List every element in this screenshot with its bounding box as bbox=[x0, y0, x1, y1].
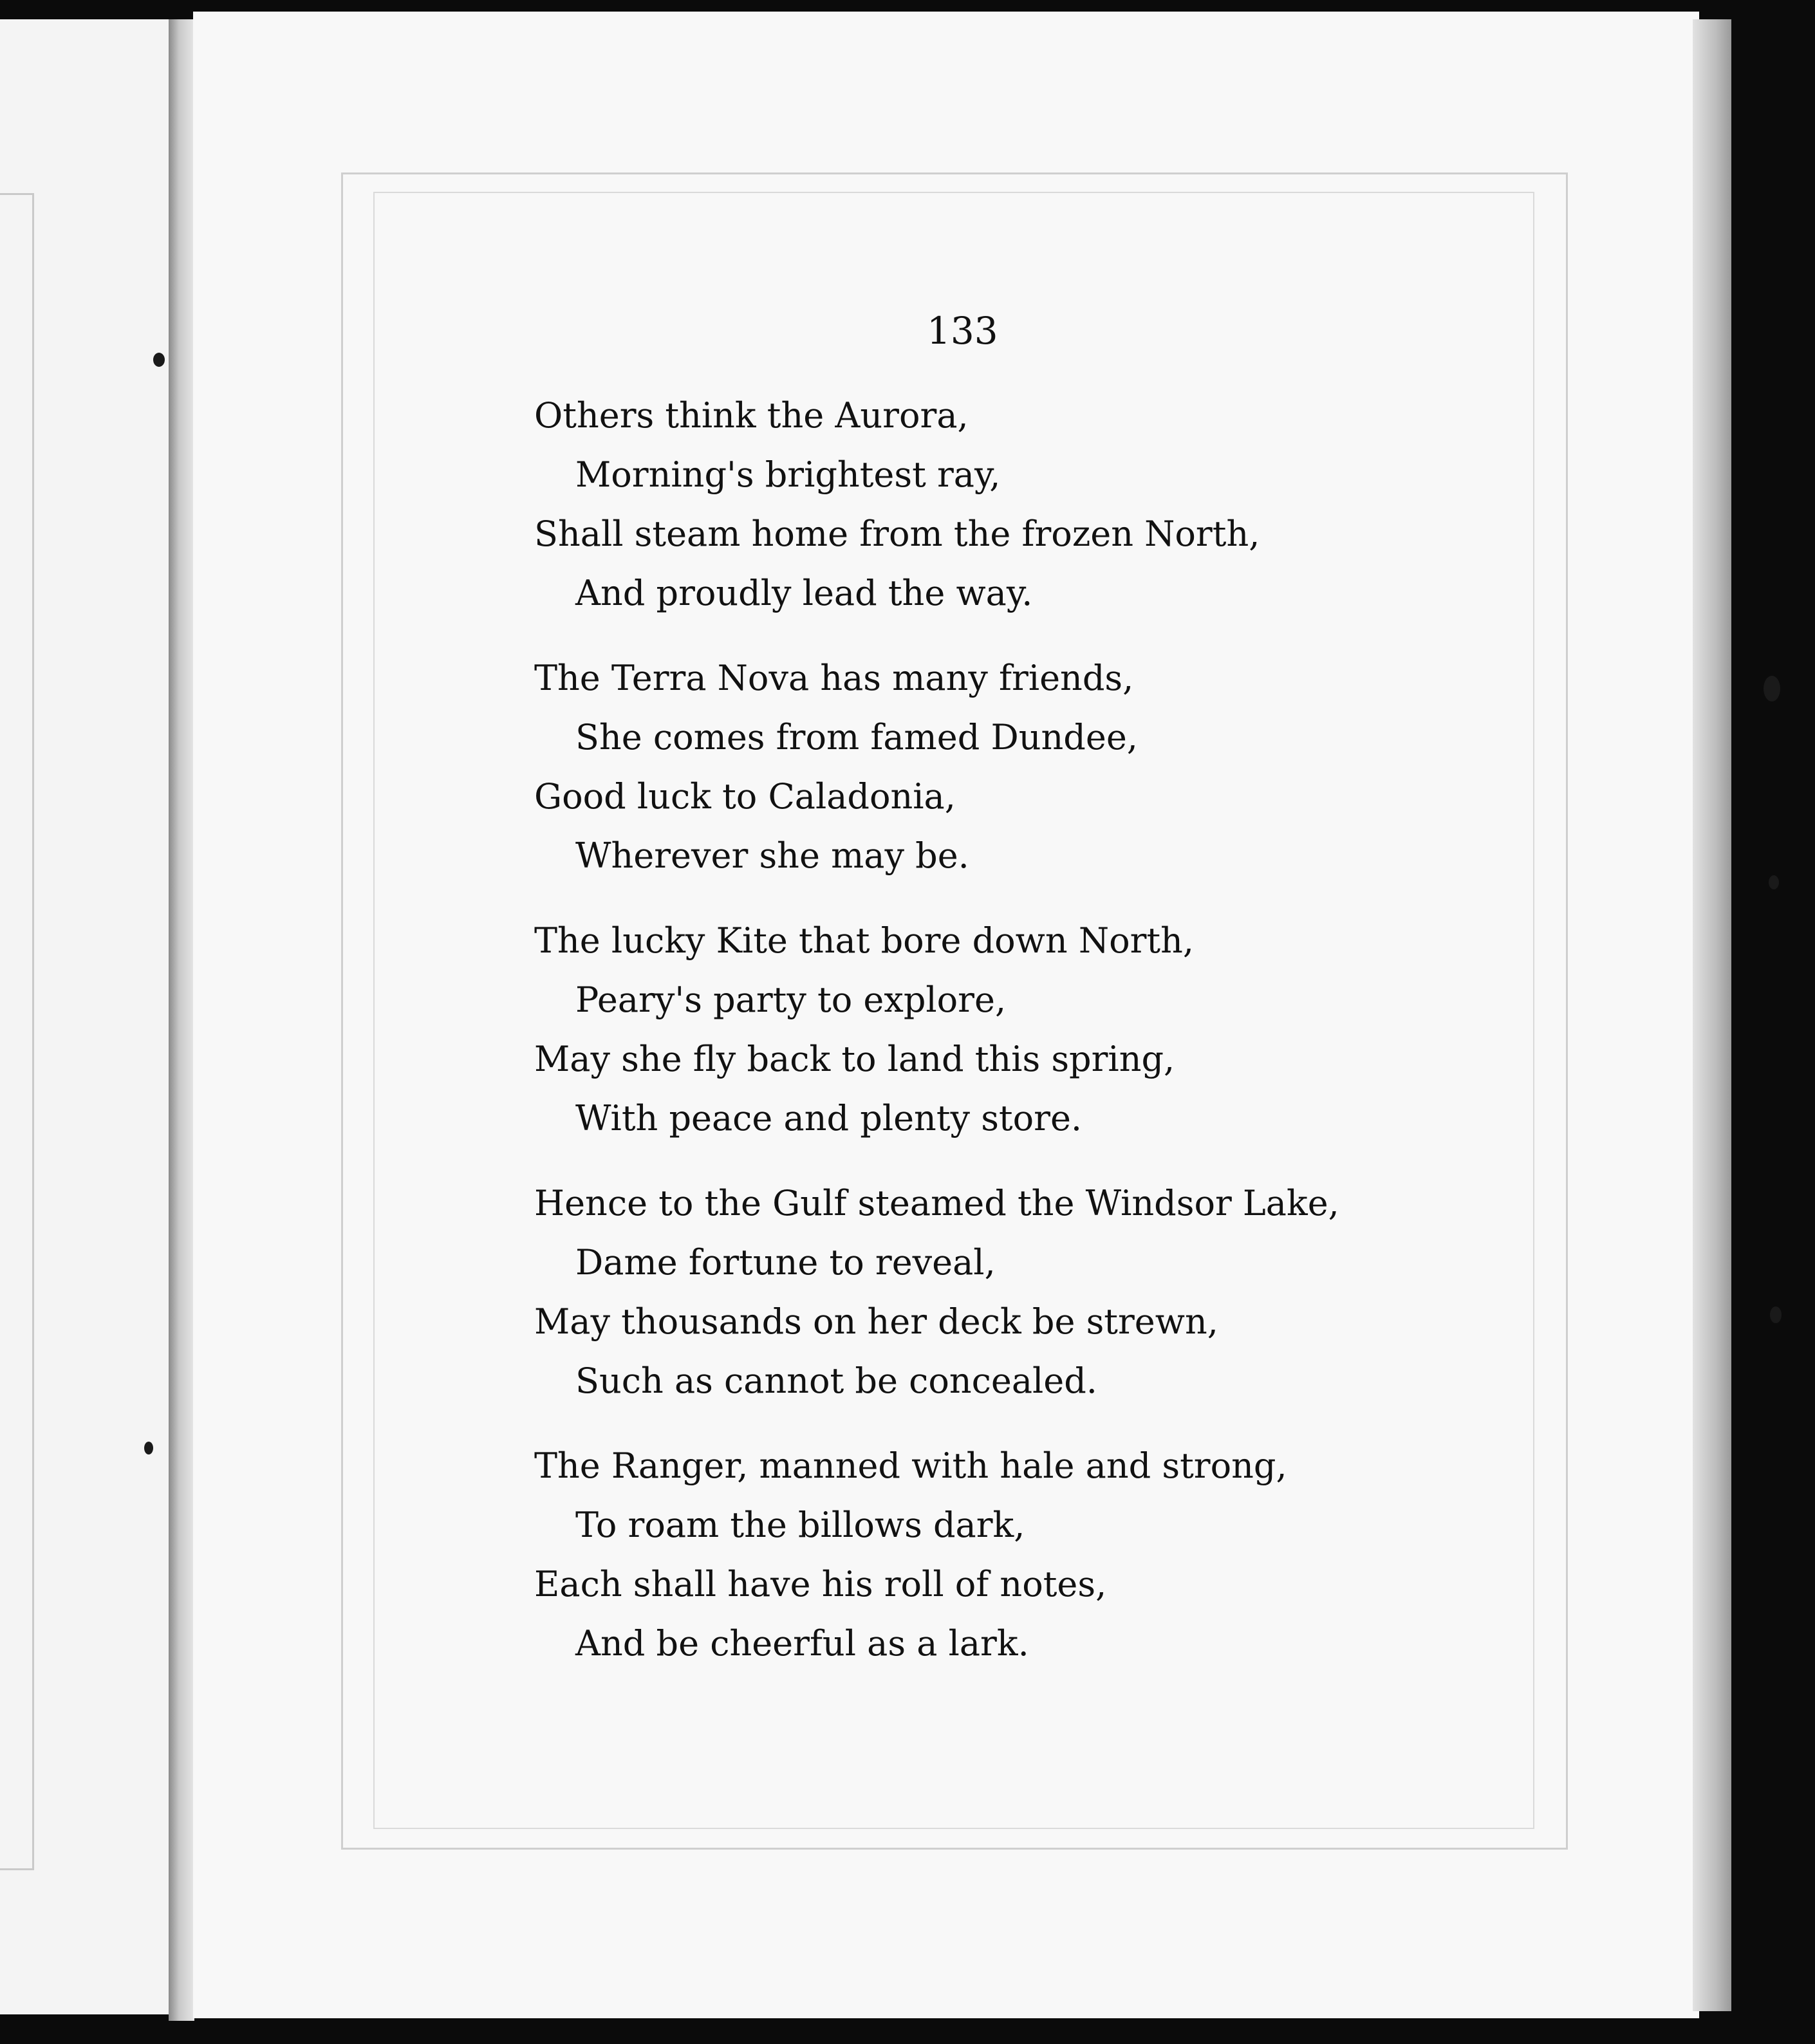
poem-line: Peary's party to explore, bbox=[575, 980, 1007, 1020]
poem-line: Each shall have his roll of notes, bbox=[534, 1564, 1107, 1604]
poem-line: And proudly lead the way. bbox=[575, 573, 1033, 613]
stanza-4 bbox=[534, 1174, 1435, 1411]
scan-speck bbox=[144, 1442, 153, 1454]
poem-line: May thousands on her deck be strewn, bbox=[534, 1301, 1218, 1342]
poem-line: Such as cannot be concealed. bbox=[575, 1361, 1097, 1401]
scan-speck bbox=[1764, 676, 1780, 701]
poem-line: May she fly back to land this spring, bbox=[534, 1039, 1175, 1079]
poem-line: With peace and plenty store. bbox=[575, 1098, 1083, 1138]
facing-page-border bbox=[0, 193, 34, 1870]
scan-speck bbox=[153, 353, 165, 367]
stanza-1 bbox=[534, 386, 1435, 623]
stanza-5 bbox=[534, 1436, 1435, 1673]
poem-line: Good luck to Caladonia, bbox=[534, 776, 956, 817]
poem-line: She comes from famed Dundee, bbox=[575, 717, 1138, 757]
stanza-2 bbox=[534, 649, 1435, 886]
poem-line: Dame fortune to reveal, bbox=[575, 1242, 996, 1283]
page-edge bbox=[1693, 19, 1731, 2011]
poem-line: The lucky Kite that bore down North, bbox=[534, 920, 1195, 961]
poem-line: Wherever she may be. bbox=[575, 835, 969, 876]
scan-speck bbox=[1770, 1306, 1782, 1323]
scan-speck bbox=[1769, 875, 1779, 889]
page-number: 133 bbox=[927, 309, 998, 353]
poem-line: Others think the Aurora, bbox=[534, 395, 969, 436]
facing-page bbox=[0, 19, 174, 2014]
book-gutter bbox=[169, 19, 194, 2021]
poem-line: And be cheerful as a lark. bbox=[575, 1623, 1029, 1664]
stanza-3 bbox=[534, 911, 1435, 1148]
poem-line: The Terra Nova has many friends, bbox=[534, 658, 1134, 698]
poem-line: Hence to the Gulf steamed the Windsor Lake, bbox=[534, 1183, 1339, 1223]
poem-line: Shall steam home from the frozen North, bbox=[534, 514, 1260, 554]
poem-line: Morning's brightest ray, bbox=[575, 454, 1001, 495]
poem-line: The Ranger, manned with hale and strong, bbox=[534, 1445, 1287, 1486]
poem-text bbox=[534, 386, 1435, 1699]
poem-line: To roam the billows dark, bbox=[575, 1505, 1025, 1545]
